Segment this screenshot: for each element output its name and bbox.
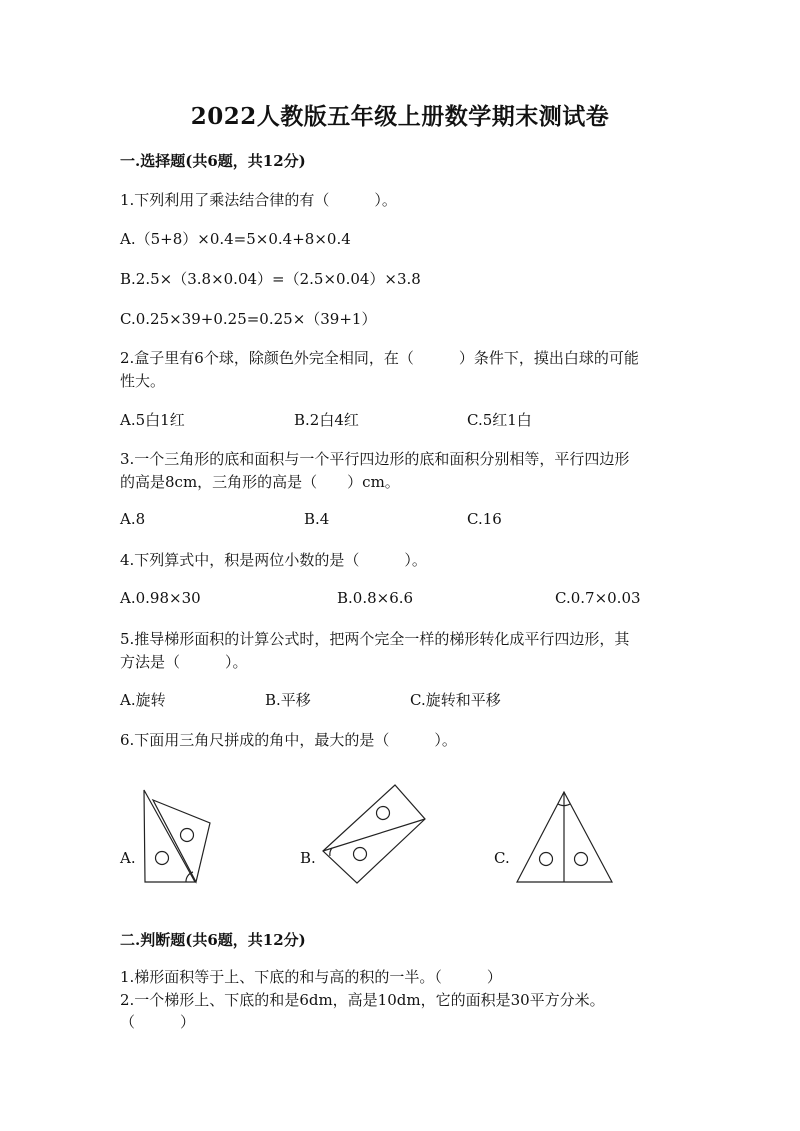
- question-5-stem-line-2: 方法是（ ）。: [120, 653, 248, 671]
- question-4-option-b: B.0.8×6.6: [337, 589, 414, 607]
- question-3-stem-line-1: 3.一个三角形的底和面积与一个平行四边形的底和面积分别相等，平行四边形: [120, 450, 630, 468]
- question-2-option-a: A.5白1红: [120, 411, 185, 429]
- question-3-option-b: B.4: [304, 510, 330, 528]
- figure-a-circle-1: [156, 852, 169, 865]
- question-4-option-c: C.0.7×0.03: [555, 589, 641, 607]
- question-1-option-a: A.（5+8）×0.4=5×0.4+8×0.4: [120, 230, 351, 248]
- page-title: 2022人教版五年级上册数学期末测试卷: [190, 103, 610, 130]
- figure-a-set-squares: [140, 788, 215, 884]
- figure-a-circle-2: [181, 829, 194, 842]
- figure-b-diagonal: [323, 819, 425, 851]
- question-1-option-b: B.2.5×（3.8×0.04）=（2.5×0.04）×3.8: [120, 270, 421, 288]
- figure-c-set-squares: [515, 790, 615, 884]
- question-6-stem: 6.下面用三角尺拼成的角中，最大的是（ ）。: [120, 731, 457, 749]
- question-3-option-c: C.16: [467, 510, 502, 528]
- figure-a-triangle-1: [144, 790, 195, 882]
- figure-b-set-squares: [318, 783, 428, 885]
- question-5-stem-line-1: 5.推导梯形面积的计算公式时，把两个完全一样的梯形转化成平行四边形，其: [120, 630, 630, 648]
- figure-c-label: C.: [494, 849, 510, 867]
- question-1-option-c: C.0.25×39+0.25=0.25×（39+1）: [120, 310, 377, 328]
- judgment-item-1: 1.梯形面积等于上、下底的和与高的积的一半。（ ）: [120, 968, 502, 986]
- section-heading-choice: 一.选择题(共6题，共12分): [120, 152, 306, 170]
- figure-b-circle-2: [354, 848, 367, 861]
- figure-a-label: A.: [120, 849, 136, 867]
- question-1-stem: 1.下列利用了乘法结合律的有（ ）。: [120, 191, 397, 209]
- question-2-stem-line-1: 2.盒子里有6个球，除颜色外完全相同，在（ ）条件下，摸出白球的可能: [120, 349, 639, 367]
- question-4-option-a: A.0.98×30: [120, 589, 201, 607]
- figure-a-triangle-2: [153, 800, 210, 882]
- question-3-option-a: A.8: [120, 510, 146, 528]
- question-5-option-a: A.旋转: [120, 691, 166, 709]
- judgment-item-2-bracket: （ ）: [120, 1013, 196, 1031]
- figure-c-circle-1: [540, 853, 553, 866]
- question-2-stem-line-2: 性大。: [120, 372, 166, 390]
- section-heading-judgment: 二.判断题(共6题，共12分): [120, 931, 306, 949]
- figure-b-circle-1: [377, 807, 390, 820]
- question-5-option-b: B.平移: [265, 691, 311, 709]
- question-5-option-c: C.旋转和平移: [410, 691, 501, 709]
- figure-c-circle-2: [575, 853, 588, 866]
- figure-b-label: B.: [300, 849, 316, 867]
- question-2-option-b: B.2白4红: [294, 411, 359, 429]
- question-4-stem: 4.下列算式中，积是两位小数的是（ ）。: [120, 551, 427, 569]
- judgment-item-2: 2.一个梯形上、下底的和是6dm，高是10dm，它的面积是30平方分米。: [120, 991, 605, 1009]
- question-2-option-c: C.5红1白: [467, 411, 532, 429]
- question-3-stem-line-2: 的高是8cm，三角形的高是（ ）cm。: [120, 473, 400, 491]
- figure-b-rectangle: [323, 785, 425, 883]
